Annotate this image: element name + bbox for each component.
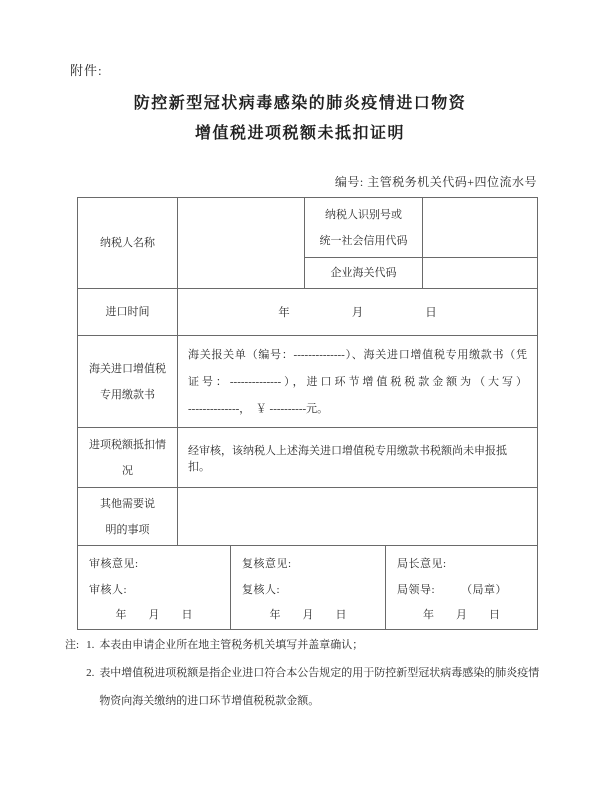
- attachment-label: 附件:: [70, 63, 103, 78]
- note-2-number: 2.: [86, 667, 95, 679]
- review-opinion-label: 审核意见:: [89, 558, 139, 570]
- director-leader-label: 局领导:: [397, 583, 436, 596]
- payment-cert-value-cell: [178, 336, 538, 428]
- footnotes: [65, 631, 549, 715]
- director-date-day: 日: [489, 609, 500, 621]
- taxpayer-id-label-line-2: 统一社会信用代码: [319, 234, 408, 247]
- recheck-opinion-label: 复核意见:: [242, 558, 292, 570]
- form-table: [77, 197, 537, 630]
- note-2-text: [99, 659, 539, 715]
- payment-cert-label: [78, 336, 178, 428]
- title-line-1: 防控新型冠状病毒感染的肺炎疫情进口物资: [133, 95, 467, 112]
- payment-cert-text-line-2: 证号：--------------），进口环节增值税税款金额为（大写）: [188, 376, 527, 388]
- review-opinion-cell: [78, 546, 231, 630]
- import-date-month: 月: [351, 307, 364, 319]
- taxpayer-name-value-cell: [178, 198, 305, 289]
- taxpayer-id-value-cell: [423, 198, 538, 258]
- import-date-day: 日: [425, 307, 437, 319]
- serial-value: 主管税务机关代码+四位流水号: [367, 175, 537, 189]
- recheck-opinion-cell: [231, 546, 386, 630]
- director-date-placeholder: [397, 606, 526, 622]
- other-items-label: [78, 488, 178, 546]
- payment-cert-label-line-2: 专用缴款书: [100, 388, 155, 401]
- title-line-2: 增值税进项税额未抵扣证明: [194, 125, 405, 142]
- payment-cert-label-line-1: 海关进口增值税: [89, 362, 166, 375]
- other-items-value-cell: [178, 488, 538, 546]
- import-time-label: 进口时间: [78, 289, 178, 336]
- note-2-line-1: 表中增值税进项税额是指企业进口符合本公告规定的用于防控新型冠状病毒感染的肺炎疫情: [99, 667, 540, 679]
- taxpayer-name-label: 纳税人名称: [78, 198, 178, 289]
- review-date-year: 年: [115, 609, 127, 621]
- serial-label: 编号:: [334, 175, 364, 189]
- note-1-text: [99, 631, 363, 659]
- import-date-year: 年: [278, 307, 290, 319]
- director-leader-line: [397, 581, 526, 597]
- customs-code-value-cell: [423, 258, 538, 289]
- document-title: [0, 89, 600, 149]
- recheck-date-year: 年: [269, 609, 281, 621]
- notes-body: [86, 631, 549, 715]
- note-2-line-2: 物资向海关缴纳的进口环节增值税税款金额。: [99, 695, 320, 707]
- other-items-label-line-1: 其他需要说: [100, 497, 155, 510]
- import-time-value-cell: [178, 289, 538, 336]
- taxpayer-section: [77, 197, 538, 289]
- taxpayer-id-label-line-1: 纳税人识别号或: [325, 208, 402, 221]
- note-item-1: [86, 631, 549, 659]
- taxpayer-id-label: [305, 198, 423, 258]
- signoff-section: [77, 545, 538, 630]
- recheck-date-day: 日: [335, 609, 347, 621]
- import-date-placeholder: [188, 304, 527, 320]
- director-date-month: 月: [456, 609, 467, 621]
- payment-cert-text-line-3: --------------， ￥ ----------元。: [188, 403, 329, 415]
- review-date-placeholder: [89, 606, 219, 622]
- customs-code-label: 企业海关代码: [305, 258, 423, 289]
- other-items-label-line-2: 明的事项: [105, 523, 150, 536]
- detail-section: [77, 288, 538, 546]
- director-opinion-label: 局长意见:: [397, 558, 447, 570]
- serial-number-line: [335, 173, 537, 190]
- review-date-day: 日: [181, 609, 193, 621]
- director-opinion-cell: [386, 546, 538, 630]
- note-1-number: 1.: [86, 639, 95, 651]
- notes-label: 注:: [65, 639, 80, 651]
- director-date-year: 年: [423, 609, 434, 621]
- recheck-date-month: 月: [302, 609, 314, 621]
- deduction-status-value-cell: 经审核，该纳税人上述海关进口增值税专用缴款书税额尚未申报抵扣。: [178, 428, 538, 488]
- review-date-month: 月: [148, 609, 160, 621]
- deduction-status-label: 进项税额抵扣情况: [78, 428, 178, 488]
- rechecker-label: 复核人:: [242, 583, 281, 596]
- bureau-seal-placeholder: （局章）: [461, 583, 508, 596]
- payment-cert-text-line-1: 海关报关单（编号：--------------）、海关进口增值税专用缴款书（凭: [188, 349, 527, 361]
- recheck-date-placeholder: [242, 606, 374, 622]
- note-item-2: [86, 659, 549, 715]
- note-1-line-1: 本表由申请企业所在地主管税务机关填写并盖章确认；: [99, 639, 364, 651]
- reviewer-label: 审核人:: [89, 583, 128, 596]
